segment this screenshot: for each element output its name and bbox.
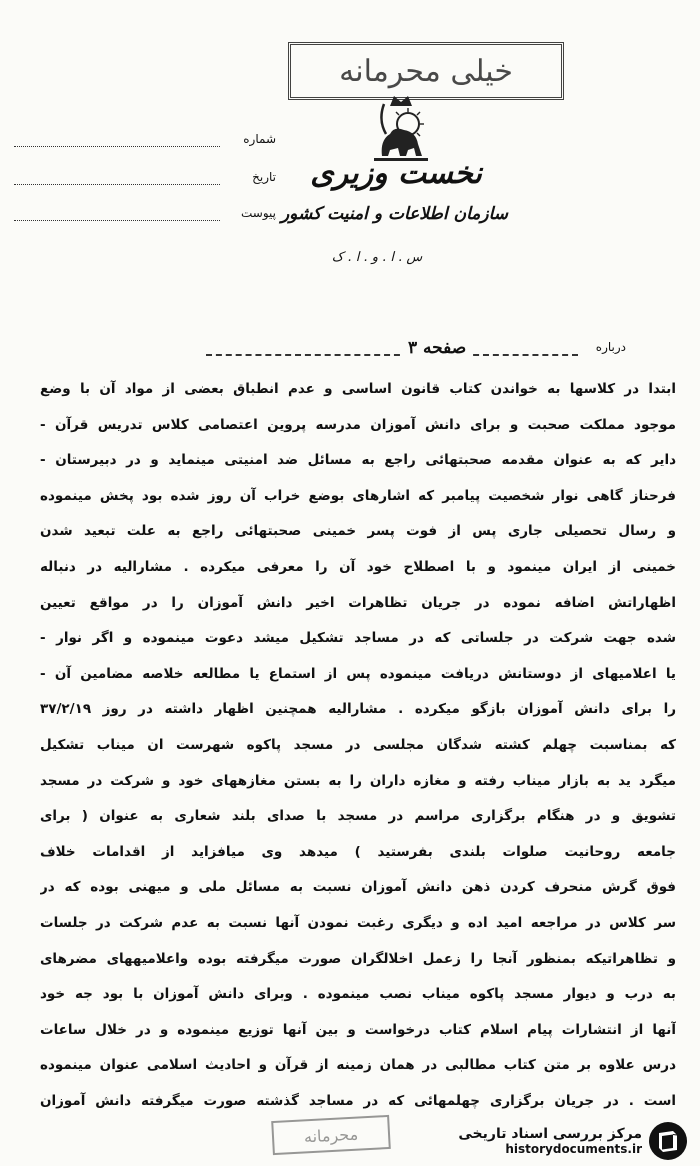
body-line: میگرد ید به بازار میناب رفته و مغازه داران را به بستن مغازههای خود و شرکت در مسجد [40, 772, 676, 789]
lion-and-sun-emblem-icon [368, 90, 434, 164]
page-number: صفحه ۳ [402, 338, 472, 358]
body-line: اظهاراتش اضافه نموده در جریان تظاهرات اخیر دانش آموزان را در مواقع تعیین [40, 594, 676, 611]
body-line: یا اعلامیهای از دوستانش دریافت مینموده پس از استماع یا مطالعه خلاصه مضامین آن - [40, 665, 676, 682]
body-line: ابتدا در کلاسها به خواندن کتاب قانون اساسی و عدم انطباق بعضی از مواد آن با وضع [40, 381, 676, 397]
watermark [438, 1118, 688, 1164]
top-secret-stamp: خیلی محرمانه [288, 42, 564, 100]
attachment-label: پیوست [241, 206, 276, 220]
confidential-stamp: محرمانه [271, 1115, 391, 1155]
organization-name: سازمان اطلاعات و امنیت کشور [280, 204, 508, 224]
body-text [40, 372, 676, 1119]
body-line: است . در جریان برگزاری چهلمهائی که در مساجد گذشته صورت میگرفته دانش آموزان [40, 1092, 676, 1109]
body-line: به درب و دیوار مسجد پاکوه میناب نصب مینموده . وبرای دانش آموزان با بود جه خود [40, 986, 676, 1003]
number-field [14, 132, 276, 152]
number-label: شماره [243, 132, 276, 146]
body-line: درس علاوه بر متن کتاب مطالبی در همان زمینه از قرآن و احادیث اسلامی عنوان مینموده [40, 1057, 676, 1074]
body-line: را برای دانش آموزان بازگو میکرده . مشارالیه همچنین اظهار داشته در روز ۳۷/۲/۱۹ [40, 701, 676, 718]
number-field-line [14, 146, 220, 147]
subject-line [206, 354, 578, 356]
ministry-title: نخست وزیری [310, 156, 482, 191]
body-line: شده جهت شرکت در جلساتی که در مساجد تشکیل میشد دعوت مینموده و اگر نوار - [40, 630, 676, 647]
subject-row [206, 336, 626, 364]
watermark-url: historydocuments.ir [505, 1142, 642, 1156]
body-line: تشویق و در هنگام برگزاری مراسم در مسجد با صدای بلند شعاری به عنوان ( برای [40, 808, 676, 825]
date-label: تاریخ [252, 170, 276, 184]
body-line: خمینی از ایران مینمود و با اصطلاح خود آن را معرفی میکرده . مشارالیه در دنباله [40, 558, 676, 575]
body-line: فوق گرش منحرف کردن ذهن دانش آموزان نسبت به مسائل ملی و میهنی بوده که در [40, 879, 676, 896]
body-line: جامعه روحانیت صلوات بلندی بفرستید ) میدهد وی میافزاید از اقدامات خلاف [40, 843, 676, 860]
attachment-field-line [14, 220, 220, 221]
archive-logo-icon [648, 1121, 688, 1161]
body-line: که بمناسبت چهلم کشته شدگان مجلسی در مسجد پاکوه شهرست ان میناب تشکیل [40, 736, 676, 753]
body-line: سر کلاس در مراجعه امید اده و دیگری رغبت نمودن آنها نسبت به عدم شرکت در جلسات [40, 914, 676, 931]
watermark-title: مرکز بررسی اسناد تاریخی [458, 1126, 642, 1142]
body-line: موجود مملکت صحبت و برای دانش آموزان مدرسه پروین اعتصامی کلاس تدریس قرآن - [40, 416, 676, 433]
body-line: فرحناز گاهی نوار شخصیت پیامبر که اشارهای بوضع خراب آن روز شده بود پخش مینموده [40, 487, 676, 504]
body-line: و تظاهراتیکه بمنظور آنجا را زعمل اخلالگران صورت میگرفته بوده واعلامیههای مضرهای [40, 950, 676, 967]
body-line: و رسال تحصیلی جاری پس از فوت پسر خمینی صحبتهائی راجع به علت تبعید شدن [40, 523, 676, 540]
body-line: دایر که به عنوان مقدمه صحبتهائی راجع به مسائل ضد امنیتی مینماید و در دبیرستان - [40, 452, 676, 469]
organization-ref: س . ا . و . ا . ک [331, 250, 423, 265]
body-line: آنها از انتشارات پیام اسلام کتاب درخواست و بین آنها توزیع مینموده و در خلال ساعات [40, 1021, 676, 1038]
subject-label: درباره [595, 340, 626, 354]
date-field [14, 170, 276, 190]
date-field-line [14, 184, 220, 185]
attachment-field [14, 206, 276, 226]
